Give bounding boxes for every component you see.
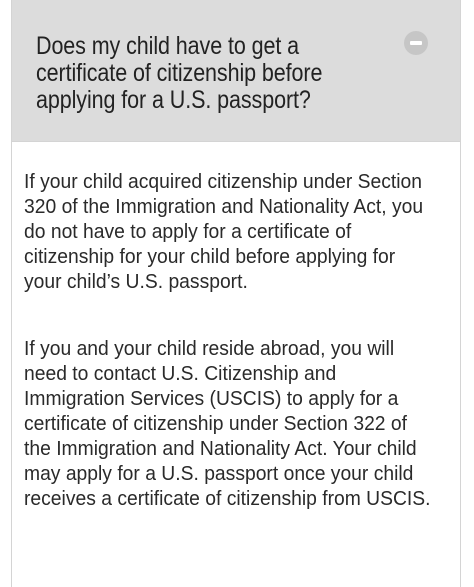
- faq-answer-panel: [12, 142, 460, 587]
- faq-accordion-item: [11, 0, 461, 587]
- faq-question-header[interactable]: [12, 0, 460, 141]
- answer-paragraph-2: If you and your child reside abroad, you will need to contact U.S. Citizenship and Immigration Services (USCIS) to apply for a certificate of citizenship under Section 322 of the Immigration and Nationality Act. Your child may apply for a U.S. passport once your child receives a certificate of citizenship from USCIS.: [24, 338, 431, 510]
- answer-paragraph-1: If your child acquired citizenship under Section 320 of the Immigration and Nationality Act, you do not have to apply for a certificate of citizenship for your child before applying for your child’s U.S. passport.: [24, 171, 424, 293]
- faq-question-text: Does my child have to get a certificate of citizenship before applying for a U.S. passport?: [36, 32, 323, 114]
- minus-circle-icon[interactable]: [404, 31, 428, 55]
- minus-bar: [410, 41, 422, 45]
